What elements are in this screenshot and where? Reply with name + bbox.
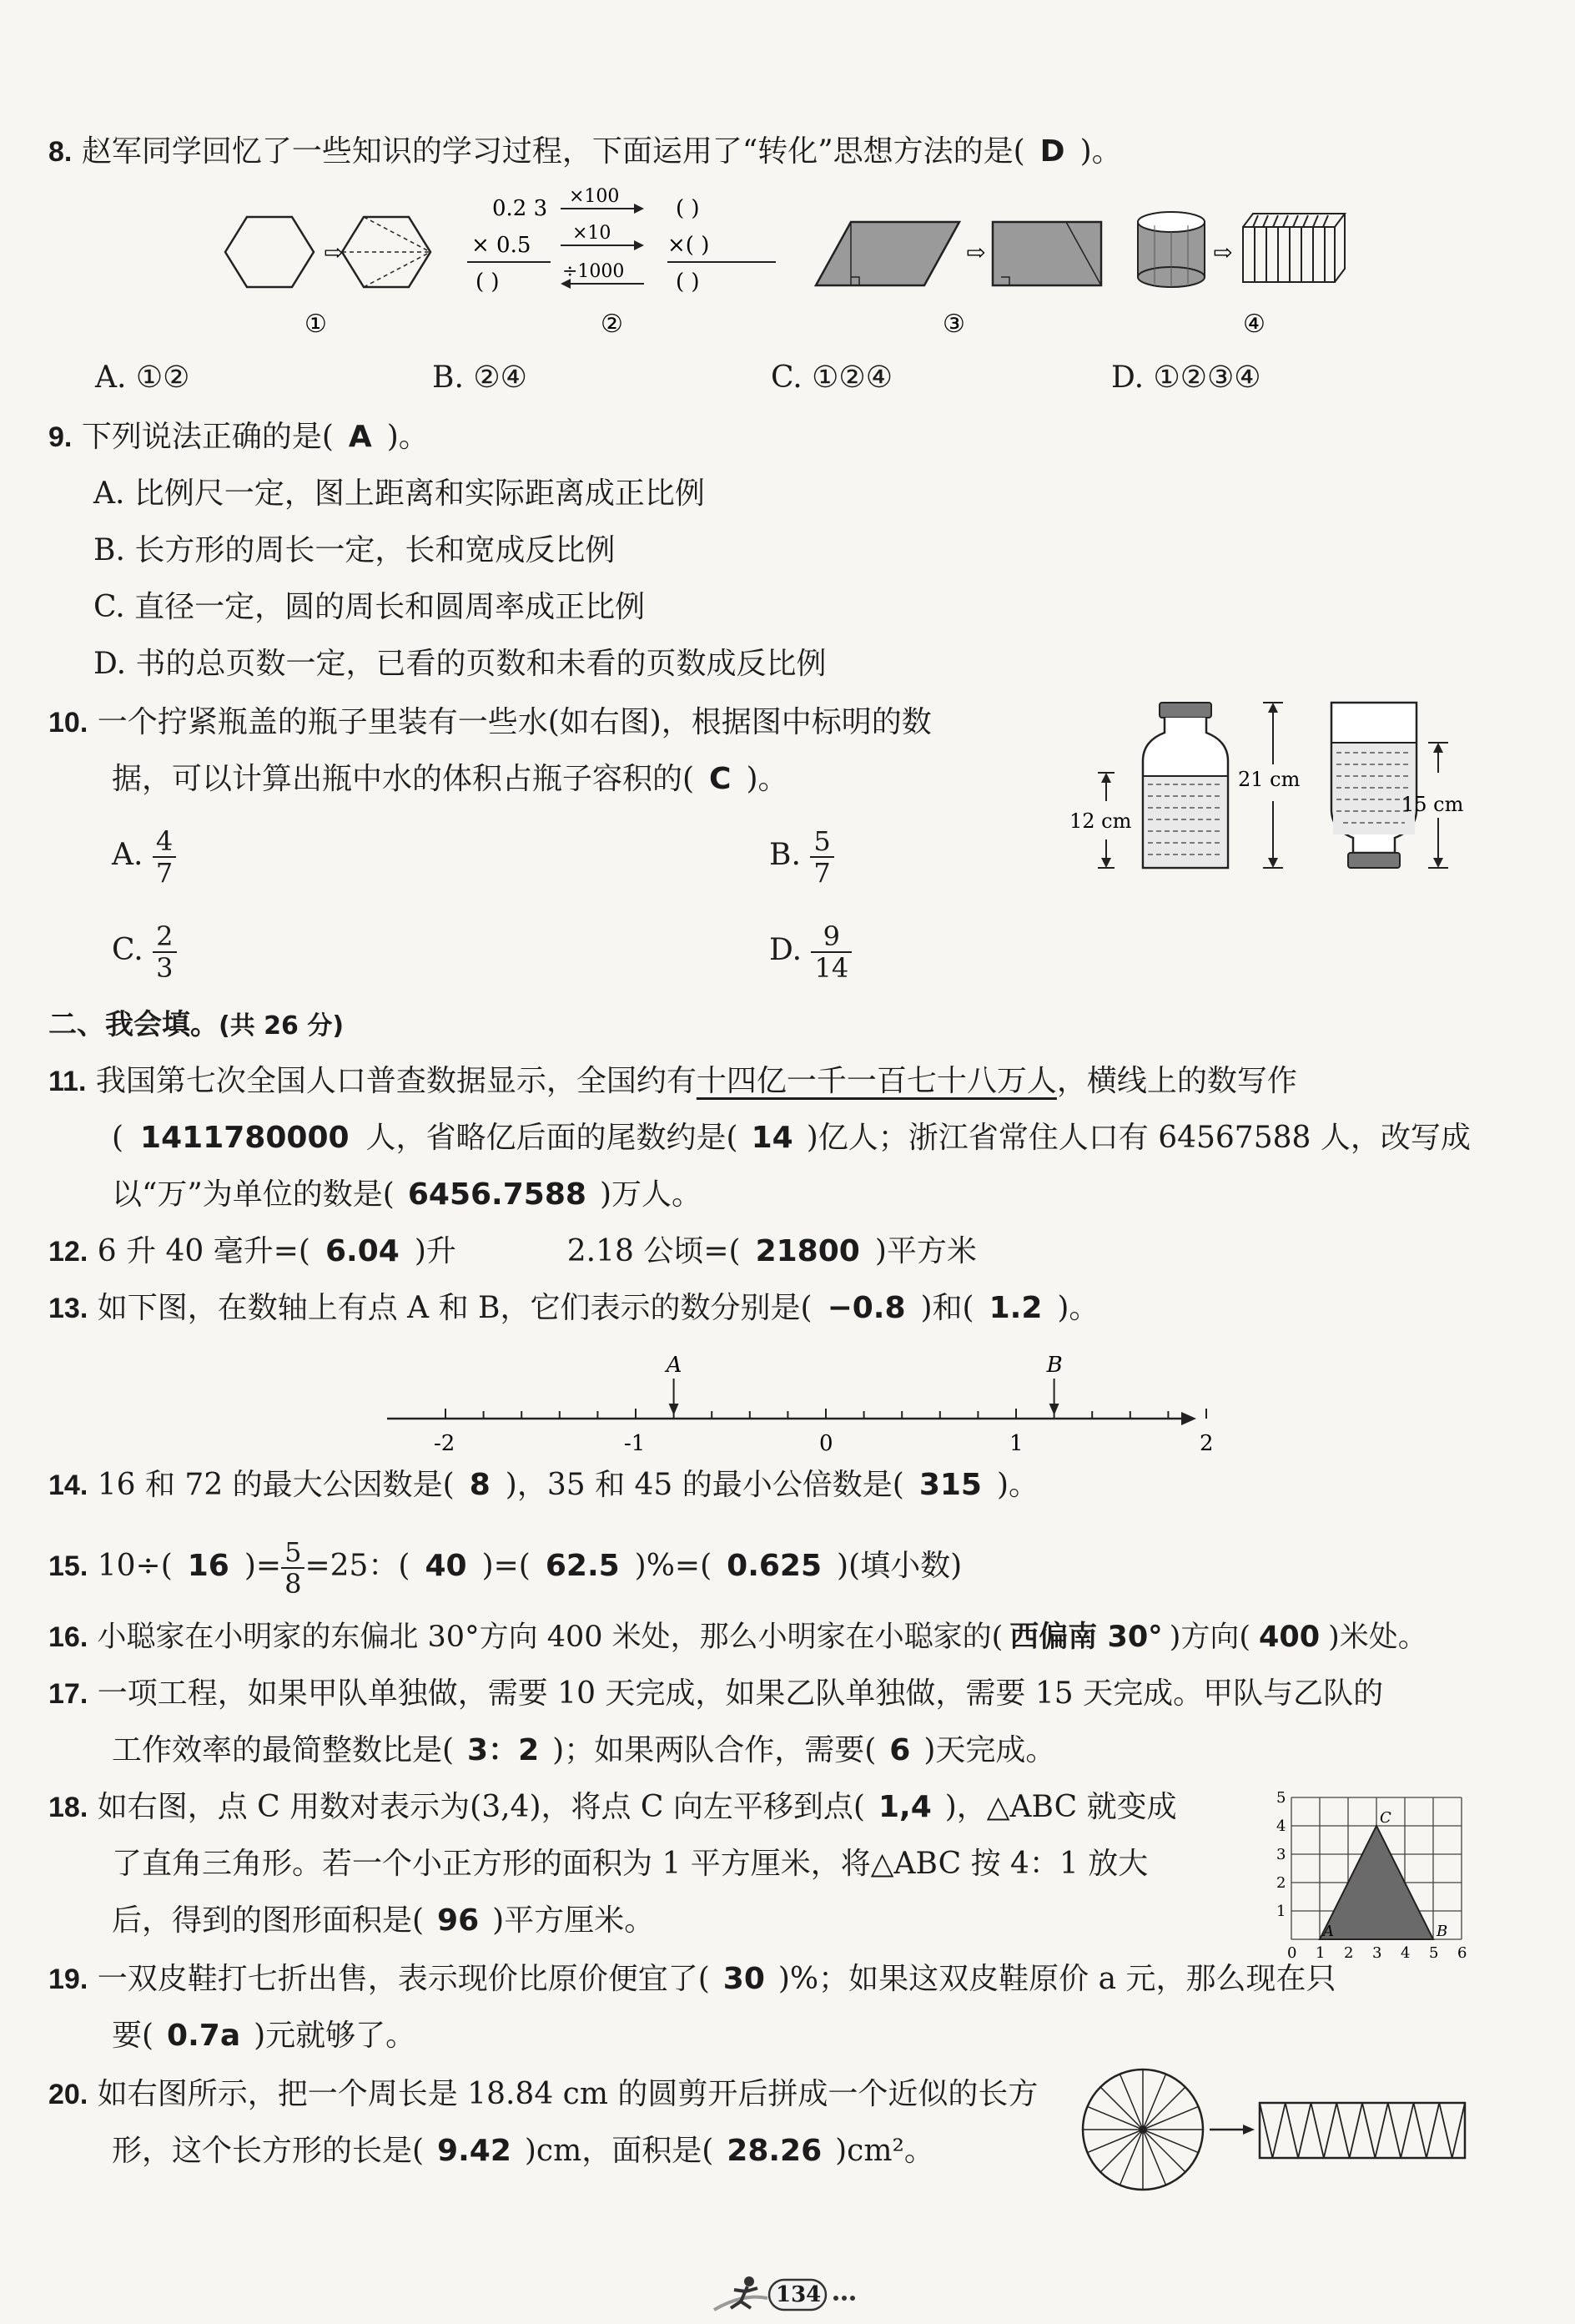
parallelogram-shape <box>816 222 959 285</box>
calc-diagram <box>467 186 776 295</box>
rectangle-shape <box>993 222 1101 285</box>
q19-text1b: )%；如果这双皮鞋原价 a 元，那么现在只 <box>777 1962 1336 1996</box>
q12-number: 12. <box>48 1236 88 1268</box>
grid-y-label: 1 <box>1276 1903 1286 1920</box>
q19-text1a: 一双皮鞋打七折出售，表示现价比原价便宜了( <box>97 1962 710 1996</box>
q10-option-b-fraction <box>810 826 833 888</box>
q15-frac-num: 5 <box>281 1537 304 1569</box>
q8-answer: D <box>1039 134 1065 169</box>
fig-label-4: ④ <box>1243 310 1266 339</box>
q18-answer-1: 1,4 <box>878 1790 932 1824</box>
q15-text4: )=( <box>481 1549 531 1583</box>
q20-text2c: )cm²。 <box>835 2134 934 2168</box>
q15-text6: )(填小数) <box>837 1549 963 1583</box>
transform-arrow-head <box>1243 2125 1255 2135</box>
q8-option-a: A. ①② <box>95 360 190 395</box>
q10-answer: C <box>709 762 732 796</box>
q10-option-c <box>112 921 177 983</box>
number-line <box>375 1343 1214 1460</box>
q10-option-b-den: 7 <box>813 857 831 889</box>
q15-line <box>48 1537 962 1599</box>
q10-option-a-label: A. <box>112 838 143 872</box>
q14-number: 14. <box>48 1470 88 1501</box>
label-21cm: 21 cm <box>1238 768 1301 791</box>
q10-line2 <box>112 759 788 799</box>
q16-text1: 小聪家在小明家的东偏北 30°方向 400 米处，那么小明家在小聪家的( <box>97 1621 1004 1654</box>
q18-number: 18. <box>48 1792 88 1823</box>
grid-x-label: 2 <box>1344 1944 1354 1962</box>
calc-op2: ×10 <box>572 223 611 244</box>
q15-number: 15. <box>48 1550 88 1582</box>
q12-text4: )平方米 <box>874 1234 977 1268</box>
q12-text3: 2.18 公顷=( <box>566 1234 741 1268</box>
q19-line2 <box>112 2016 415 2056</box>
hexagon-triangulated <box>342 217 430 287</box>
q16-number: 16. <box>48 1621 88 1653</box>
point-arrowhead-B <box>1049 1404 1059 1415</box>
q20-line2 <box>112 2131 934 2171</box>
q8-text: 赵军同学回忆了一些知识的学习过程，下面运用了“转化”思想方法的是( <box>81 134 1025 169</box>
grid-y-label: 4 <box>1276 1817 1286 1835</box>
bottle-upright <box>1143 703 1228 868</box>
grid-x-label: 3 <box>1372 1944 1382 1962</box>
q8-option-d: D. ①②③④ <box>1111 360 1261 395</box>
page-number: 134 <box>776 2282 822 2307</box>
calc-op1: ×100 <box>569 186 620 207</box>
q10-line1 <box>48 703 932 743</box>
q8-close: )。 <box>1079 134 1122 169</box>
q16-text2: )方向( <box>1169 1621 1250 1654</box>
q16-answer-2: 400 <box>1259 1621 1321 1654</box>
q13-mid: )和( <box>920 1291 974 1325</box>
q9-close: )。 <box>386 420 429 454</box>
q10-option-d-fraction <box>811 921 852 983</box>
q10-option-c-den: 3 <box>156 952 174 984</box>
q13-text: 如下图，在数轴上有点 A 和 B，它们表示的数分别是( <box>97 1291 813 1325</box>
q10-number: 10. <box>48 707 88 739</box>
axis-tick-label: -1 <box>624 1431 646 1456</box>
q9-option-a: A. 比例尺一定，图上距离和实际距离成正比例 <box>93 476 705 511</box>
axis-tick-labels <box>434 1431 1214 1456</box>
q16-text3: )米处。 <box>1328 1621 1427 1654</box>
q15-fraction <box>281 1537 304 1599</box>
q16-line <box>48 1617 1427 1657</box>
fig-label-1: ① <box>304 310 327 339</box>
q8-option-c: C. ①②④ <box>771 360 893 395</box>
q9-number: 9. <box>48 421 73 453</box>
q10-close: )。 <box>746 762 788 796</box>
section-2-title: 二、我会填。 <box>48 1008 219 1041</box>
q20-answer-2: 28.26 <box>727 2134 823 2168</box>
q11-text3a: 以“万”为单位的数是( <box>112 1177 395 1212</box>
axis-tick-label: 1 <box>1009 1431 1024 1456</box>
q20-text1: 如右图所示，把一个周长是 18.84 cm 的圆剪开后拼成一个近似的长方 <box>97 2077 1039 2111</box>
q20-answer-1: 9.42 <box>437 2134 511 2168</box>
arrow-4: ⇨ <box>1213 239 1233 266</box>
q19-text2b: )元就够了。 <box>254 2019 416 2053</box>
circle-sectors <box>1083 2069 1203 2190</box>
grid-y-label: 3 <box>1276 1846 1286 1863</box>
q15-answer-1: 16 <box>187 1549 229 1583</box>
q10-option-a <box>112 826 176 888</box>
q18-line2: 了直角三角形。若一个小正方形的面积为 1 平方厘米，将△ABC 按 4：1 放大 <box>112 1847 1149 1881</box>
q8-stem <box>48 132 1122 172</box>
calc-op3: ÷1000 <box>562 261 625 282</box>
q15-text3: =25：( <box>304 1549 410 1583</box>
arrow-1: ⇨ <box>324 239 344 266</box>
q10-option-a-den: 7 <box>155 857 174 889</box>
q17-answer-1: 3：2 <box>467 1733 540 1767</box>
q10-option-b-num: 5 <box>810 826 833 858</box>
q14-text1: 16 和 72 的最大公因数是( <box>97 1468 455 1502</box>
q11-answer-3: 6456.7588 <box>407 1177 586 1212</box>
circle-to-rectangle-figure <box>1076 2061 1477 2203</box>
q17-text3: )；如果两队合作，需要( <box>552 1733 877 1767</box>
q9-text: 下列说法正确的是( <box>81 420 334 454</box>
q10-text2: 据，可以计算出瓶中水的体积占瓶子容积的( <box>112 762 695 796</box>
grid-x-label: 1 <box>1316 1944 1326 1962</box>
point-label-A: A <box>666 1353 682 1378</box>
arrow-3: ⇨ <box>966 239 986 266</box>
q13-number: 13. <box>48 1293 88 1324</box>
fig-label-3: ③ <box>943 310 965 339</box>
q19-answer-1: 30 <box>722 1962 765 1996</box>
q17-number: 17. <box>48 1678 88 1710</box>
q15-text5: )%=( <box>634 1549 712 1583</box>
q13-answer-2: 1.2 <box>989 1291 1043 1325</box>
q11-answer-1: 1411780000 <box>140 1121 350 1155</box>
q15-answer-3: 62.5 <box>545 1549 620 1583</box>
q15-text1: 10÷( <box>97 1549 173 1583</box>
q20-number: 20. <box>48 2079 88 2110</box>
q18-line3 <box>112 1901 654 1941</box>
q10-option-a-num: 4 <box>153 826 176 858</box>
q19-answer-2: 0.7a <box>167 2019 241 2053</box>
calc-r3: ( ) <box>676 270 700 295</box>
q11-line1 <box>48 1061 1297 1102</box>
calc-r2: ×( ) <box>667 233 710 258</box>
q17-line1 <box>48 1674 1383 1714</box>
q20-text2a: 形，这个长方形的长是( <box>112 2134 425 2168</box>
q11-text3b: )万人。 <box>599 1177 702 1212</box>
calc-b: × 0.5 <box>471 233 531 258</box>
label-12cm: 12 cm <box>1069 809 1132 833</box>
q17-text1: 一项工程，如果甲队单独做，需要 10 天完成，如果乙队单独做，需要 15 天完成。甲队与乙队的 <box>97 1676 1384 1711</box>
q17-line2 <box>112 1731 1055 1771</box>
q10-option-c-fraction <box>153 921 176 983</box>
q9-option-d: D. 书的总页数一定，已看的页数和未看的页数成反比例 <box>93 647 827 681</box>
q18-line1 <box>48 1787 1177 1827</box>
q10-option-d <box>769 921 852 983</box>
q19-text2a: 要( <box>112 2019 154 2053</box>
q15-text2: )= <box>244 1549 282 1583</box>
q9-option-c: C. 直径一定，圆的周长和圆周率成正比例 <box>93 590 646 624</box>
bottle-inverted <box>1331 703 1416 868</box>
point-label-B: B <box>1046 1353 1063 1378</box>
q18-text3a: 后，得到的图形面积是( <box>112 1903 425 1938</box>
q8-figures <box>209 184 1376 350</box>
q10-option-c-num: 2 <box>153 921 176 953</box>
q18-answer-2: 96 <box>437 1903 480 1938</box>
q18-text3b: )平方厘米。 <box>492 1903 655 1938</box>
q11-answer-2: 14 <box>751 1121 793 1155</box>
grid-x-label: 6 <box>1457 1944 1467 1962</box>
q9-answer: A <box>348 420 372 454</box>
q13-close: )。 <box>1057 1291 1099 1325</box>
q10-text1: 一个拧紧瓶盖的瓶子里装有一些水(如右图)，根据图中标明的数 <box>97 705 932 739</box>
grid-point-C: C <box>1380 1809 1391 1827</box>
label-15cm: 15 cm <box>1401 793 1464 816</box>
q18-text1a: 如右图，点 C 用数对表示为(3,4)，将点 C 向左平移到点( <box>97 1790 865 1824</box>
q19-number: 19. <box>48 1964 88 1995</box>
point-arrowhead-A <box>669 1404 679 1415</box>
grid-y-label: 2 <box>1276 1874 1286 1892</box>
q10-option-d-den: 14 <box>814 952 849 984</box>
q16-answer-1: 西偏南 30° <box>1009 1621 1163 1654</box>
q13-answer-1: −0.8 <box>827 1291 906 1325</box>
grid-point-B: B <box>1437 1923 1448 1940</box>
q14-line <box>48 1465 1039 1505</box>
fig-label-2: ② <box>601 310 623 339</box>
grid-y-label: 5 <box>1276 1789 1286 1807</box>
q14-answer-2: 315 <box>918 1468 982 1502</box>
axis-tick-label: 0 <box>819 1431 833 1456</box>
q12-answer-1: 6.04 <box>325 1234 400 1268</box>
axis-ticks <box>445 1409 1206 1419</box>
q17-text2: 工作效率的最简整数比是( <box>112 1733 455 1767</box>
calc-c: ( ) <box>476 270 500 295</box>
q10-option-d-label: D. <box>769 933 803 967</box>
q18-text1b: )，△ABC 就变成 <box>944 1790 1177 1824</box>
section-2-heading <box>48 1006 344 1045</box>
grid-x-label: 4 <box>1401 1944 1411 1962</box>
q10-option-b <box>769 826 834 888</box>
q9-stem <box>48 417 429 457</box>
q15-answer-4: 0.625 <box>727 1549 823 1583</box>
q10-option-d-num: 9 <box>811 921 852 953</box>
q10-option-a-fraction <box>153 826 176 888</box>
q9-option-b: B. 长方形的周长一定，长和宽成反比例 <box>93 533 616 567</box>
q14-answer-1: 8 <box>469 1468 491 1502</box>
grid-x-label: 5 <box>1429 1944 1439 1962</box>
zigzag-rectangle <box>1260 2103 1465 2158</box>
q17-text4: )天完成。 <box>923 1733 1056 1767</box>
axis-points <box>665 1353 1063 1415</box>
q11-text1a: 我国第七次全国人口普查数据显示，全国约有 <box>95 1064 697 1098</box>
q19-line1 <box>48 1959 1336 1999</box>
q11-line3 <box>112 1175 702 1215</box>
q8-option-b: B. ②④ <box>432 360 527 395</box>
q11-text1b: ，横线上的数写作 <box>1056 1064 1297 1098</box>
cuboid-shape <box>1243 214 1345 282</box>
section-2-points: (共 26 分) <box>219 1011 345 1041</box>
hexagon-shape <box>225 217 314 287</box>
q15-answer-2: 40 <box>425 1549 467 1583</box>
axis-tick-label: 2 <box>1200 1431 1214 1456</box>
q11-number: 11. <box>48 1066 87 1097</box>
q12-text2: )升 <box>414 1234 456 1268</box>
q8-number: 8. <box>48 136 73 168</box>
q11-text2b: )亿人；浙江省常住人口有 64567588 人，改写成 <box>806 1121 1471 1155</box>
q11-underlined: 十四亿一千一百七十八万人 <box>696 1064 1057 1098</box>
grid-point-A: A <box>1323 1923 1334 1940</box>
q20-text2b: )cm，面积是( <box>524 2134 714 2168</box>
q10-option-b-label: B. <box>769 838 801 872</box>
q17-answer-2: 6 <box>889 1733 911 1767</box>
axis-arrow <box>1181 1412 1196 1425</box>
q13-line <box>48 1288 1099 1328</box>
axis-tick-label: -2 <box>434 1431 455 1456</box>
bottle-figure <box>1059 693 1493 885</box>
cylinder-shape <box>1138 212 1205 287</box>
q12-line <box>48 1232 977 1272</box>
q14-text3: )。 <box>996 1468 1039 1502</box>
q20-line1 <box>48 2074 1038 2115</box>
q11-text2a: 人，省略亿后面的尾数约是( <box>365 1121 738 1155</box>
grid-figure <box>1266 1786 1475 1969</box>
q15-frac-den: 8 <box>284 1568 302 1600</box>
calc-r1: ( ) <box>676 196 700 221</box>
q14-text2: )，35 和 45 的最小公倍数是( <box>505 1468 904 1502</box>
calc-a: 0.2 3 <box>492 196 548 221</box>
q10-option-c-label: C. <box>112 933 143 967</box>
q11-line2: ( 1411780000 人，省略亿后面的尾数约是( 14 )亿人；浙江省常住人口有 64567588 人，改写成 <box>112 1121 1471 1155</box>
q12-answer-2: 21800 <box>755 1234 860 1268</box>
q12-text1: 6 升 40 毫升=( <box>97 1234 310 1268</box>
grid-x-label: 0 <box>1287 1944 1297 1962</box>
